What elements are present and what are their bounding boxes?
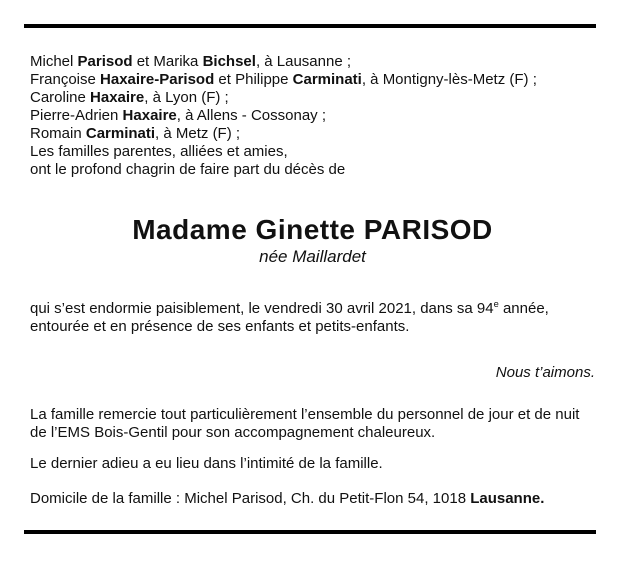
text-segment: Carminati <box>292 71 362 88</box>
text-segment: et Marika <box>132 53 203 70</box>
text-segment: Carminati <box>85 125 156 142</box>
bottom-rule <box>24 530 596 534</box>
text-segment: , à Metz (F) ; <box>155 125 241 142</box>
grief-line <box>30 161 595 179</box>
text-segment: e <box>493 299 499 309</box>
residence-line <box>30 490 595 508</box>
text-segment: Françoise <box>30 71 101 88</box>
text-segment: Bichsel <box>202 53 256 70</box>
farewell-line: Le dernier adieu a eu lieu dans l’intimité de la famille. <box>30 455 383 472</box>
family-line <box>30 125 595 143</box>
text-segment: et Philippe <box>214 71 293 88</box>
text-segment: qui s’est endormie paisiblement, le vendredi 30 avril 2021, dans sa 94 <box>30 300 494 317</box>
text-segment: , à Allens - Cossonay ; <box>176 107 327 124</box>
text-segment: Lausanne. <box>470 490 545 507</box>
opening-lines <box>30 53 595 179</box>
text-segment: Les familles parentes, alliées et amies, <box>30 143 288 160</box>
family-line <box>30 53 595 71</box>
text-segment: Pierre-Adrien <box>30 107 123 124</box>
families-line <box>30 143 595 161</box>
text-segment: ont le profond chagrin de faire part du décès de <box>30 161 346 178</box>
text-segment: Caroline <box>30 89 91 106</box>
death-paragraph <box>30 300 595 336</box>
text-segment: Romain <box>30 125 86 142</box>
text-segment: Haxaire <box>122 107 177 124</box>
text-segment: Domicile de la famille : Michel Parisod, Ch. du Petit-Flon 54, 1018 <box>30 490 471 507</box>
tribute-line: Nous t’aimons. <box>495 364 595 381</box>
text-segment: Michel <box>30 53 78 70</box>
text-segment: , à Montigny-lès-Metz (F) ; <box>361 71 537 88</box>
family-line <box>30 71 595 89</box>
text-segment: , à Lyon (F) ; <box>144 89 229 106</box>
text-segment: Parisod <box>77 53 133 70</box>
maiden-name: née Maillardet <box>259 247 366 266</box>
thanks-paragraph: La famille remercie tout particulièrement l’ensemble du personnel de jour et de nuit de l’EMS Bois-Gentil pour son accompagnement chaleureux. <box>30 406 580 441</box>
text-segment: Haxaire-Parisod <box>100 71 215 88</box>
deceased-name: Madame Ginette PARISOD <box>132 214 493 245</box>
family-line <box>30 89 595 107</box>
text-segment: , à Lausanne ; <box>255 53 352 70</box>
family-line <box>30 107 595 125</box>
text-segment: Haxaire <box>90 89 145 106</box>
text-segment: année, entourée et en présence de ses enfants et petits-enfants. <box>30 300 549 335</box>
